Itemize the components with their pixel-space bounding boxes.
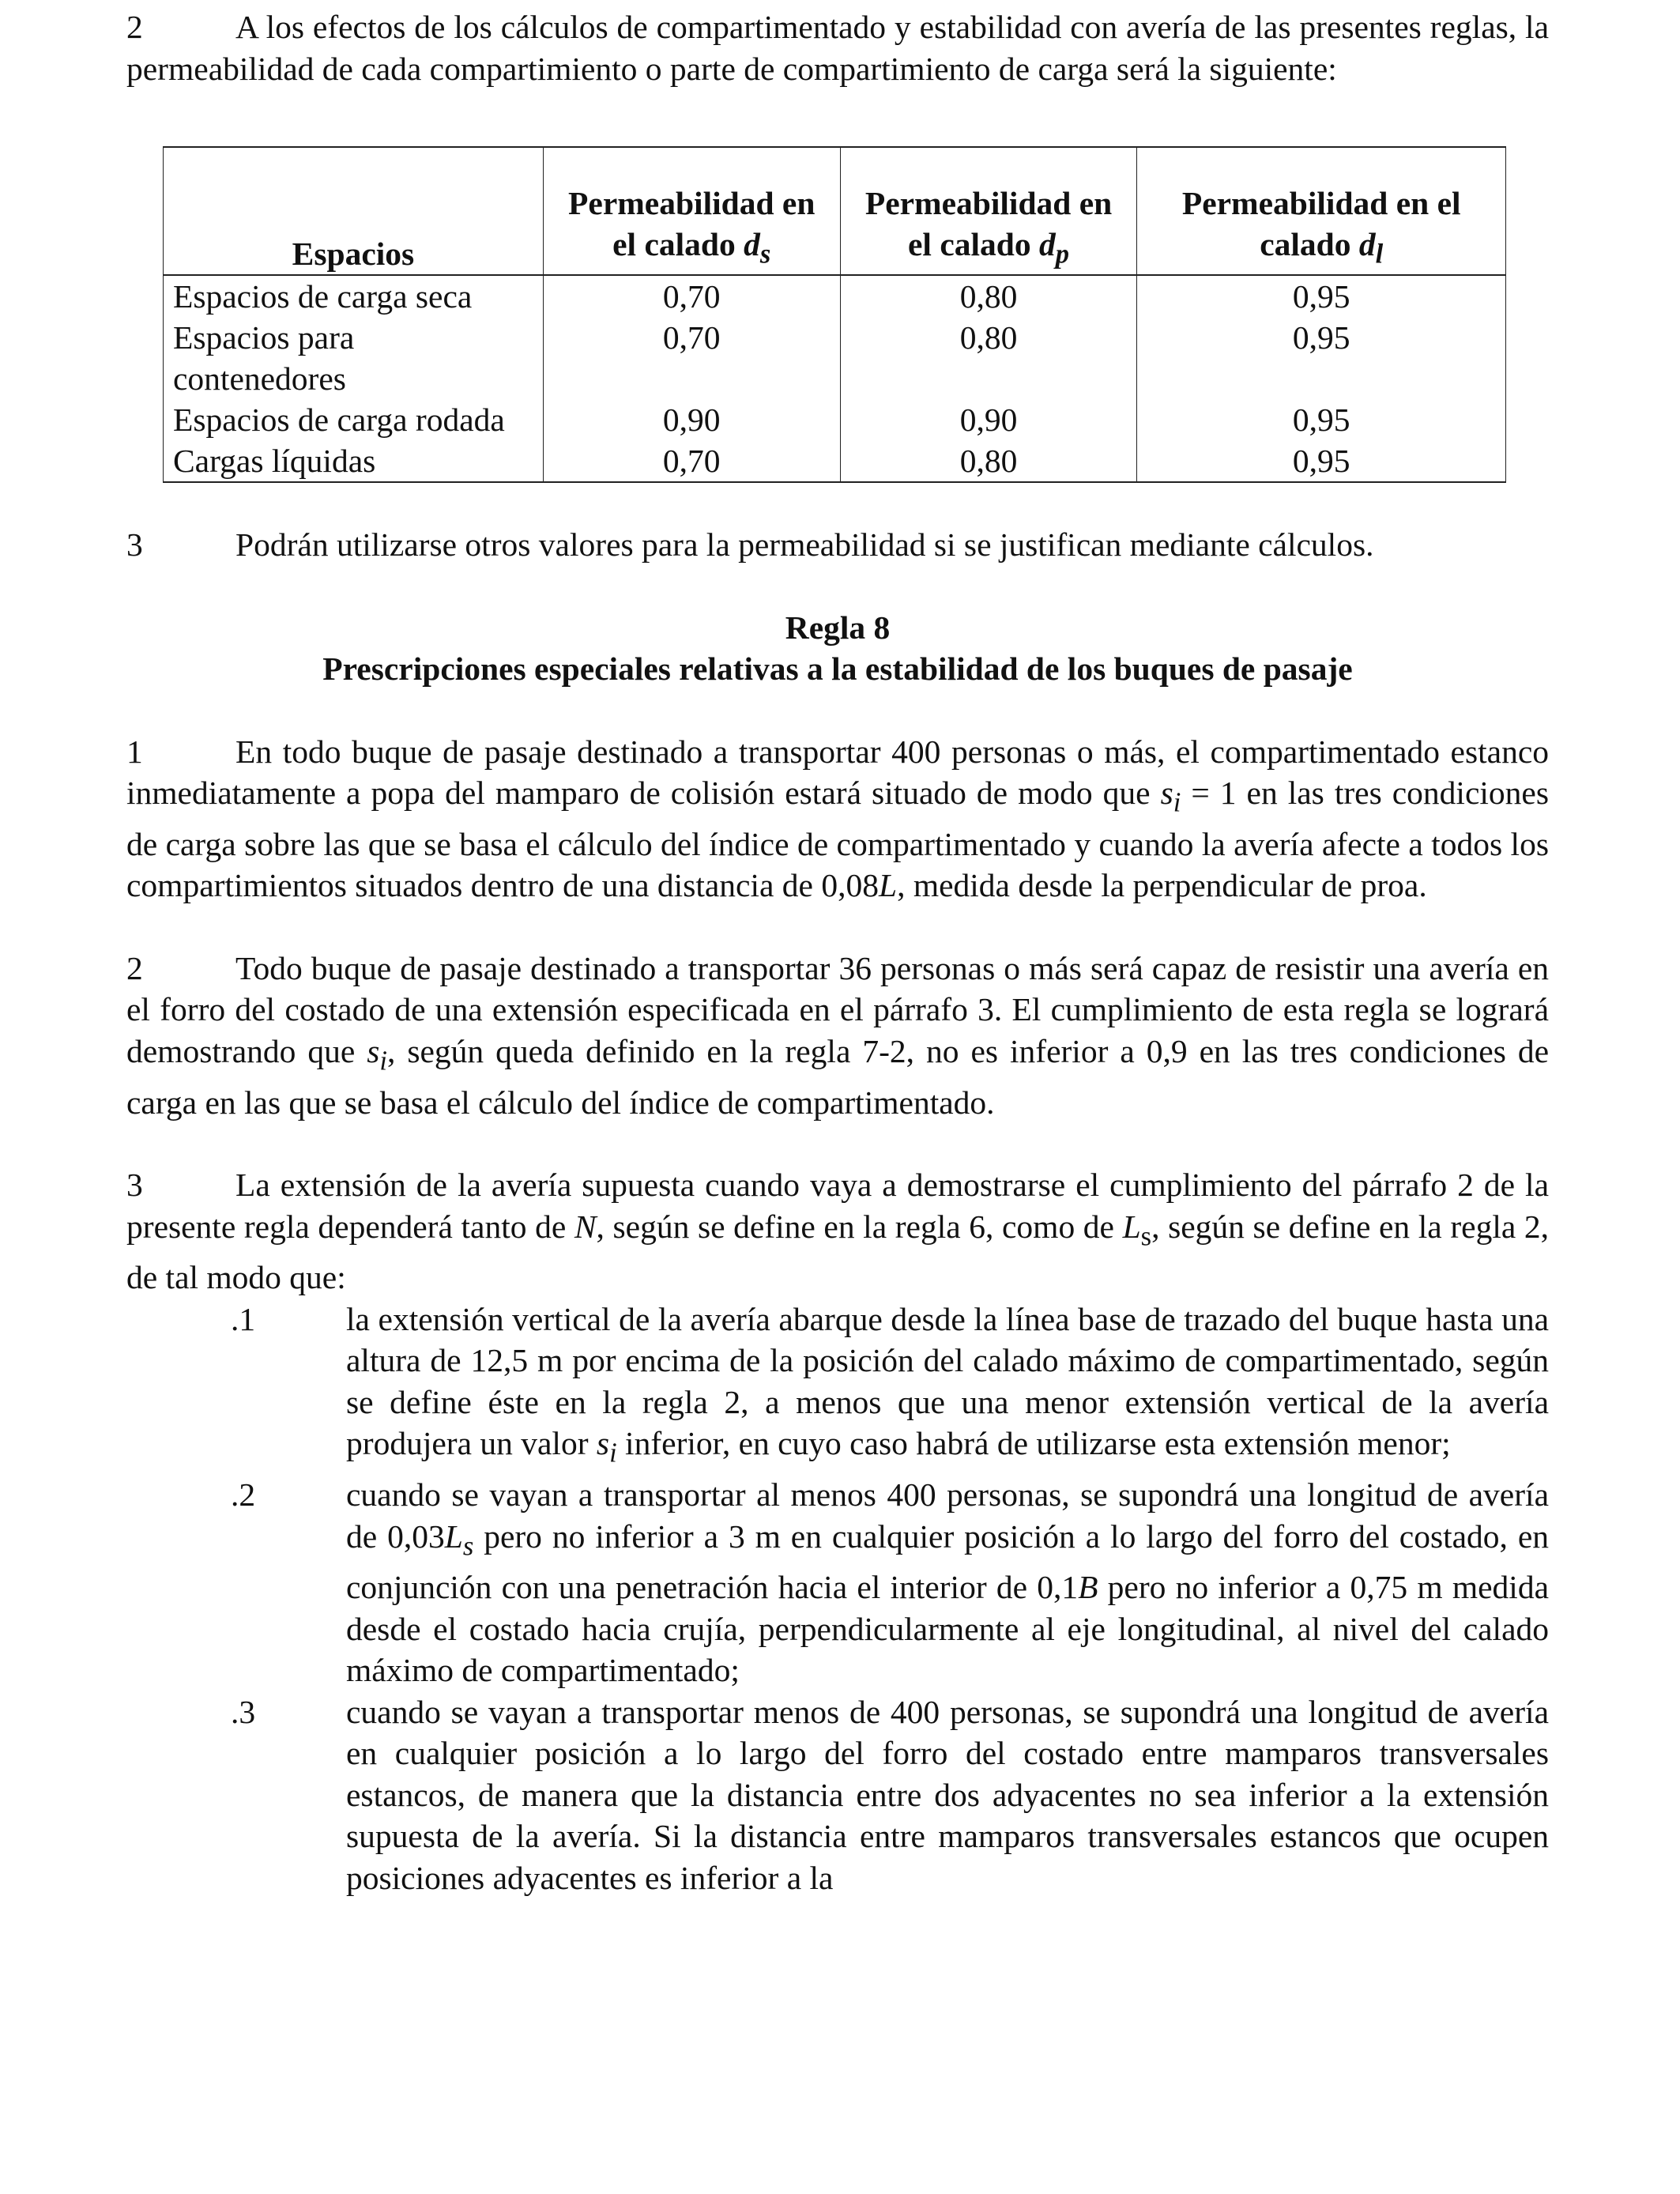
rule-paragraph-2: 2 Todo buque de pasaje destinado a transportar 36 personas o más será capaz de resistir una avería en el forro del costado de una extensión especificada en el párrafo 3. El cumplimiento de esta regla se logrará demostrando que $s_i$, según queda definido en la regla 7-2, no es inferior a 0,9 en las tres condiciones de carga en las que se basa el cálculo del índice de compartimentado.	[126, 948, 1549, 1123]
cell-dp: 0,90	[840, 399, 1137, 440]
table-row	[164, 440, 1506, 482]
cell-dp: 0,80	[840, 440, 1137, 482]
cell-dp: 0,80	[840, 317, 1137, 399]
cell-dp: 0,80	[840, 275, 1137, 317]
cell-dl: 0,95	[1137, 275, 1506, 317]
paragraph-2	[126, 6, 1549, 89]
document-page	[126, 6, 1549, 1898]
paragraph-text: A los efectos de los cálculos de compartimentado y estabilidad con avería de las presentes reglas, la permeabilidad de cada compartimiento o parte de compartimiento de carga será la siguiente:	[126, 9, 1549, 87]
cell-dl: 0,95	[1137, 317, 1506, 399]
list-item-number: .2	[231, 1476, 256, 1514]
cell-space: Cargas líquidas	[164, 440, 544, 482]
header-dp: Permeabilidad en el calado $d_p$	[840, 147, 1137, 275]
cell-ds: 0,90	[543, 399, 840, 440]
paragraph-number: 3	[126, 1167, 143, 1204]
list-item-number: .3	[231, 1693, 256, 1730]
cell-ds: 0,70	[543, 440, 840, 482]
cell-space: Espacios de carga rodada	[164, 399, 544, 440]
list-item	[126, 1299, 1549, 1474]
cell-space: Espacios para contenedores	[164, 317, 544, 399]
header-dl: Permeabilidad en el calado $d_l$	[1137, 147, 1506, 275]
rule-paragraph-3: 3 La extensión de la avería supuesta cuando vaya a demostrarse el cumplimiento del párrafo 2 de la presente regla dependerá tanto de N, según se define en la regla 6, como de $L_s$, según se define en la regla 2, de tal modo que:	[126, 1164, 1549, 1299]
paragraph-number: 2	[126, 949, 143, 986]
rule-title: Regla 8	[785, 609, 891, 646]
paragraph-3	[126, 524, 1549, 566]
header-ds: Permeabilidad en el calado $d_s$	[543, 147, 840, 275]
paragraph-number: 3	[126, 526, 143, 563]
cell-dl: 0,95	[1137, 440, 1506, 482]
header-spaces: Espacios	[164, 147, 544, 275]
cell-space: Espacios de carga seca	[164, 275, 544, 317]
paragraph-text: Podrán utilizarse otros valores para la permeabilidad si se justifican mediante cálculos.	[235, 526, 1374, 563]
list-item	[126, 1691, 1549, 1899]
paragraph-number: 1	[126, 733, 143, 770]
list-item-text: la extensión vertical de la avería abarque desde la línea base de trazado del buque hasta una altura de 12,5 m por encima de la posición del calado máximo de compartimentado, según se define éste en la regla 2, a menos que una menor extensión vertical de la avería produjera un valor $s_i$ inferior, en cuyo caso habrá de utilizarse esta extensión menor;	[346, 1300, 1549, 1468]
cell-ds: 0,70	[543, 317, 840, 399]
paragraph-number: 2	[126, 9, 143, 45]
table-row	[164, 317, 1506, 399]
cell-dl: 0,95	[1137, 399, 1506, 440]
table-row	[164, 275, 1506, 317]
cell-ds: 0,70	[543, 275, 840, 317]
table-header-row	[164, 147, 1506, 275]
permeability-table	[163, 146, 1506, 483]
list-item-text: cuando se vayan a transportar menos de 400 personas, se supondrá una longitud de avería en cualquier posición a lo largo del forro del costado entre mamparos transversales estancos, de manera que la distancia entre dos adyacentes no sea inferior a la extensión supuesta de la avería. Si la distancia entre mamparos transversales estancos que ocupen posiciones adyacentes es inferior a la	[346, 1693, 1549, 1896]
rule-paragraph-1: 1 En todo buque de pasaje destinado a transportar 400 personas o más, el compartimentado estanco inmediatamente a popa del mamparo de colisión estará situado de modo que $s_i = 1$ en las tres condiciones de carga sobre las que se basa el cálculo del índice de compartimentado y cuando la avería afecte a todos los compartimientos situados dentro de una distancia de 0,08L, medida desde la perpendicular de proa.	[126, 731, 1549, 907]
list-item	[126, 1474, 1549, 1691]
list-item-text: cuando se vayan a transportar al menos 400 personas, se supondrá una longitud de avería de $0,03L_s$ pero no inferior a 3 m en cualquier posición a lo largo del forro del costado, en conjunción con una penetración hacia el interior de 0,1B pero no inferior a 0,75 m medida desde el costado hacia crujía, perpendicularmente al eje longitudinal, al nivel del calado máximo de compartimentado;	[346, 1476, 1550, 1689]
list-item-number: .1	[231, 1300, 256, 1337]
rule-subtitle: Prescripciones especiales relativas a la estabilidad de los buques de pasaje	[322, 650, 1353, 687]
table-row	[164, 399, 1506, 440]
